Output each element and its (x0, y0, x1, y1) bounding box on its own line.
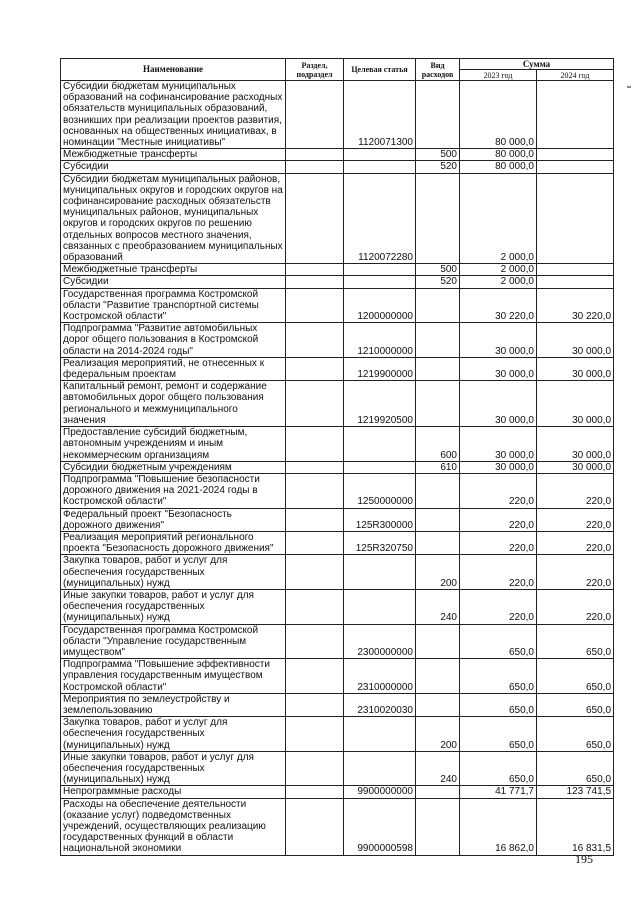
row-vid-cell: 240 (416, 751, 460, 786)
row-vid-cell: 500 (416, 149, 460, 161)
row-celevaya-cell: 2310020030 (344, 693, 416, 716)
row-sum-2024-cell (537, 149, 614, 161)
row-celevaya-cell: 2310000000 (344, 659, 416, 694)
table-row (61, 751, 614, 786)
row-vid-cell: 240 (416, 589, 460, 624)
header-year-2024: 2024 год (537, 70, 614, 81)
table-row (61, 381, 614, 427)
row-name-cell: Межбюджетные трансферты (61, 264, 286, 276)
header-name: Наименование (61, 59, 286, 81)
margin-mark (627, 86, 631, 88)
row-name-cell: Закупка товаров, работ и услуг для обеспечения государственных (муниципальных) нужд (61, 555, 286, 590)
row-sum-2023-cell: 30 000,0 (460, 461, 537, 473)
row-sum-2024-cell (537, 161, 614, 173)
row-sum-2023-cell: 16 862,0 (460, 798, 537, 855)
row-celevaya-cell: 1120071300 (344, 81, 416, 149)
row-sum-2024-cell: 30 000,0 (537, 357, 614, 380)
row-vid-cell (416, 357, 460, 380)
row-razdel-cell (286, 798, 344, 855)
row-sum-2024-cell: 220,0 (537, 531, 614, 554)
row-sum-2024-cell (537, 264, 614, 276)
row-celevaya-cell: 1219920500 (344, 381, 416, 427)
row-razdel-cell (286, 786, 344, 798)
table-row (61, 624, 614, 659)
table-row (61, 161, 614, 173)
row-razdel-cell (286, 161, 344, 173)
row-vid-cell: 520 (416, 276, 460, 288)
row-sum-2024-cell: 650,0 (537, 751, 614, 786)
row-sum-2023-cell: 220,0 (460, 555, 537, 590)
row-sum-2023-cell: 650,0 (460, 659, 537, 694)
row-sum-2023-cell: 30 220,0 (460, 288, 537, 323)
row-celevaya-cell: 1200000000 (344, 288, 416, 323)
row-sum-2024-cell: 650,0 (537, 624, 614, 659)
table-row (61, 659, 614, 694)
row-sum-2024-cell: 123 741,5 (537, 786, 614, 798)
row-vid-cell (416, 508, 460, 531)
row-name-cell: Государственная программа Костромской области "Управление государственным имуществом" (61, 624, 286, 659)
table-row (61, 508, 614, 531)
row-sum-2024-cell: 220,0 (537, 508, 614, 531)
row-razdel-cell (286, 508, 344, 531)
row-razdel-cell (286, 276, 344, 288)
row-name-cell: Иные закупки товаров, работ и услуг для обеспечения государственных (муниципальных) нужд (61, 589, 286, 624)
row-name-cell: Реализация мероприятий регионального проекта "Безопасность дорожного движения" (61, 531, 286, 554)
row-sum-2023-cell: 2 000,0 (460, 264, 537, 276)
row-sum-2024-cell: 220,0 (537, 589, 614, 624)
row-vid-cell (416, 531, 460, 554)
table-row (61, 589, 614, 624)
row-sum-2024-cell: 30 220,0 (537, 288, 614, 323)
row-razdel-cell (286, 357, 344, 380)
row-name-cell: Непрограммные расходы (61, 786, 286, 798)
row-sum-2024-cell: 220,0 (537, 473, 614, 508)
row-name-cell: Подпрограмма "Развитие автомобильных дорог общего пользования в Костромской области на 2014-2024 годы" (61, 323, 286, 358)
row-celevaya-cell (344, 427, 416, 462)
row-sum-2023-cell: 30 000,0 (460, 427, 537, 462)
table-row (61, 276, 614, 288)
row-celevaya-cell: 9900000598 (344, 798, 416, 855)
row-name-cell: Иные закупки товаров, работ и услуг для обеспечения государственных (муниципальных) нужд (61, 751, 286, 786)
page-number: 195 (575, 852, 593, 866)
table-row (61, 473, 614, 508)
row-vid-cell (416, 323, 460, 358)
row-name-cell: Предоставление субсидий бюджетным, автономным учреждениям и иным некоммерческим организациям (61, 427, 286, 462)
row-celevaya-cell (344, 161, 416, 173)
row-sum-2023-cell: 650,0 (460, 693, 537, 716)
row-sum-2024-cell: 30 000,0 (537, 323, 614, 358)
row-celevaya-cell: 1250000000 (344, 473, 416, 508)
row-celevaya-cell (344, 276, 416, 288)
table-row (61, 693, 614, 716)
row-name-cell: Закупка товаров, работ и услуг для обеспечения государственных (муниципальных) нужд (61, 717, 286, 752)
row-sum-2023-cell: 220,0 (460, 589, 537, 624)
row-razdel-cell (286, 589, 344, 624)
row-vid-cell: 520 (416, 161, 460, 173)
row-vid-cell: 610 (416, 461, 460, 473)
row-celevaya-cell (344, 751, 416, 786)
header-celevaya: Целевая статья (344, 59, 416, 81)
row-razdel-cell (286, 693, 344, 716)
row-sum-2023-cell: 650,0 (460, 717, 537, 752)
table-row (61, 555, 614, 590)
row-razdel-cell (286, 555, 344, 590)
row-vid-cell (416, 173, 460, 264)
row-sum-2024-cell (537, 81, 614, 149)
row-celevaya-cell: 1120072280 (344, 173, 416, 264)
row-vid-cell (416, 624, 460, 659)
row-name-cell: Субсидии (61, 276, 286, 288)
row-sum-2023-cell: 30 000,0 (460, 381, 537, 427)
row-vid-cell: 200 (416, 717, 460, 752)
table-row (61, 149, 614, 161)
row-sum-2023-cell: 2 000,0 (460, 276, 537, 288)
row-name-cell: Субсидии (61, 161, 286, 173)
header-razdel: Раздел, подраздел (286, 59, 344, 81)
row-vid-cell: 200 (416, 555, 460, 590)
row-sum-2024-cell (537, 173, 614, 264)
table-row (61, 81, 614, 149)
row-sum-2023-cell: 80 000,0 (460, 81, 537, 149)
row-sum-2024-cell: 30 000,0 (537, 461, 614, 473)
row-razdel-cell (286, 461, 344, 473)
table-row (61, 786, 614, 798)
row-celevaya-cell: 125R320750 (344, 531, 416, 554)
row-vid-cell (416, 81, 460, 149)
row-sum-2024-cell: 220,0 (537, 555, 614, 590)
row-name-cell: Расходы на обеспечение деятельности (оказание услуг) подведомственных учреждений, осуществляющих реализацию государственных функций в области национальной экономики (61, 798, 286, 855)
row-vid-cell: 600 (416, 427, 460, 462)
row-sum-2023-cell: 220,0 (460, 531, 537, 554)
row-celevaya-cell (344, 264, 416, 276)
row-vid-cell (416, 381, 460, 427)
row-name-cell: Государственная программа Костромской области "Развитие транспортной системы Костромской области" (61, 288, 286, 323)
row-celevaya-cell (344, 717, 416, 752)
row-razdel-cell (286, 173, 344, 264)
row-sum-2023-cell: 2 000,0 (460, 173, 537, 264)
row-vid-cell (416, 693, 460, 716)
row-vid-cell: 500 (416, 264, 460, 276)
row-name-cell: Реализация мероприятий, не отнесенных к федеральным проектам (61, 357, 286, 380)
row-name-cell: Субсидии бюджетным учреждениям (61, 461, 286, 473)
row-name-cell: Межбюджетные трансферты (61, 149, 286, 161)
row-sum-2023-cell: 41 771,7 (460, 786, 537, 798)
row-razdel-cell (286, 717, 344, 752)
row-razdel-cell (286, 81, 344, 149)
row-razdel-cell (286, 473, 344, 508)
table-row (61, 531, 614, 554)
row-celevaya-cell: 2300000000 (344, 624, 416, 659)
row-razdel-cell (286, 427, 344, 462)
row-sum-2024-cell: 650,0 (537, 717, 614, 752)
table-body (61, 81, 614, 856)
row-vid-cell (416, 473, 460, 508)
row-sum-2024-cell (537, 276, 614, 288)
row-celevaya-cell (344, 555, 416, 590)
row-vid-cell (416, 288, 460, 323)
row-sum-2023-cell: 650,0 (460, 751, 537, 786)
row-celevaya-cell: 1210000000 (344, 323, 416, 358)
table-row (61, 427, 614, 462)
row-sum-2023-cell: 80 000,0 (460, 149, 537, 161)
row-sum-2023-cell: 30 000,0 (460, 323, 537, 358)
header-summa: Сумма (460, 59, 614, 70)
row-razdel-cell (286, 531, 344, 554)
row-name-cell: Субсидии бюджетам муниципальных районов, муниципальных округов и городских округов на софинансирование расходных обязательств муниципальных районов, муниципальных округов и городских округов по решению отдельных вопросов местного значения, связанных с преобразованием муниципальных образований (61, 173, 286, 264)
row-sum-2023-cell: 650,0 (460, 624, 537, 659)
row-vid-cell (416, 659, 460, 694)
row-name-cell: Капитальный ремонт, ремонт и содержание автомобильных дорог общего пользования регионального и межмуниципального значения (61, 381, 286, 427)
row-sum-2023-cell: 220,0 (460, 508, 537, 531)
row-sum-2023-cell: 80 000,0 (460, 161, 537, 173)
row-name-cell: Мероприятия по землеустройству и землепользованию (61, 693, 286, 716)
row-razdel-cell (286, 659, 344, 694)
row-razdel-cell (286, 288, 344, 323)
row-celevaya-cell: 9900000000 (344, 786, 416, 798)
row-sum-2024-cell: 650,0 (537, 693, 614, 716)
table-row (61, 173, 614, 264)
table-row (61, 323, 614, 358)
table-row (61, 264, 614, 276)
header-year-2023: 2023 год (460, 70, 537, 81)
row-celevaya-cell: 1219900000 (344, 357, 416, 380)
row-sum-2023-cell: 220,0 (460, 473, 537, 508)
budget-table (60, 58, 614, 856)
table-row (61, 461, 614, 473)
row-razdel-cell (286, 624, 344, 659)
table-row (61, 288, 614, 323)
row-celevaya-cell: 125R300000 (344, 508, 416, 531)
row-celevaya-cell (344, 461, 416, 473)
table-header (61, 59, 614, 81)
row-name-cell: Субсидии бюджетам муниципальных образований на софинансирование расходных обязательств муниципальных образований, возникших при реализации проектов развития, основанных на общественных инициативах, в номинации "Местные инициативы" (61, 81, 286, 149)
row-sum-2023-cell: 30 000,0 (460, 357, 537, 380)
row-celevaya-cell (344, 589, 416, 624)
table-row (61, 717, 614, 752)
row-sum-2024-cell: 30 000,0 (537, 427, 614, 462)
row-name-cell: Подпрограмма "Повышение эффективности управления государственным имуществом Костромской области" (61, 659, 286, 694)
row-vid-cell (416, 786, 460, 798)
row-vid-cell (416, 798, 460, 855)
row-razdel-cell (286, 264, 344, 276)
row-razdel-cell (286, 381, 344, 427)
header-vid: Вид расходов (416, 59, 460, 81)
row-name-cell: Подпрограмма "Повышение безопасности дорожного движения на 2021-2024 годы в Костромской области" (61, 473, 286, 508)
table-row (61, 357, 614, 380)
row-celevaya-cell (344, 149, 416, 161)
row-razdel-cell (286, 751, 344, 786)
row-sum-2024-cell: 16 831,5 (537, 798, 614, 855)
row-sum-2024-cell: 30 000,0 (537, 381, 614, 427)
row-razdel-cell (286, 323, 344, 358)
row-razdel-cell (286, 149, 344, 161)
row-name-cell: Федеральный проект "Безопасность дорожного движения" (61, 508, 286, 531)
row-sum-2024-cell: 650,0 (537, 659, 614, 694)
table-row (61, 798, 614, 855)
